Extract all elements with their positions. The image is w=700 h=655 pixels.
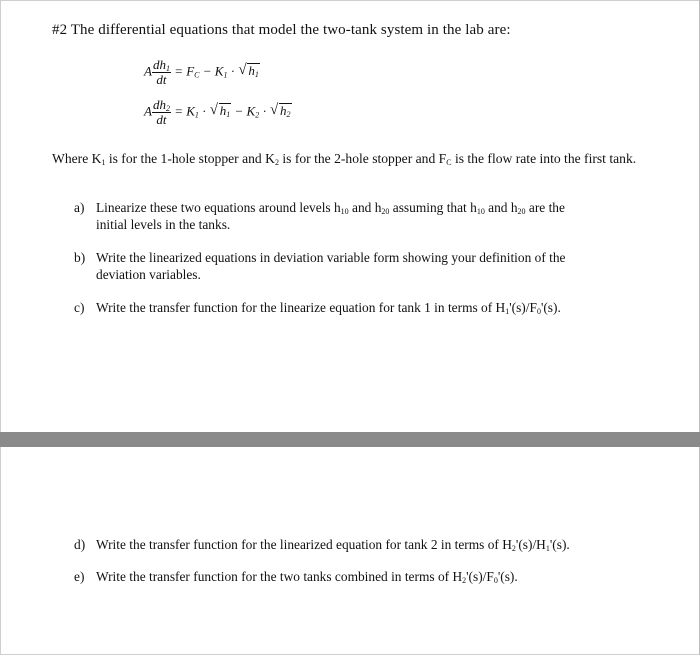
eq2-sqrt-1 — [210, 103, 232, 119]
item-d-sub-1: 2 — [511, 544, 516, 553]
item-c-line-1 — [96, 300, 561, 316]
item-a-line-2: initial levels in the tanks. — [96, 217, 231, 232]
item-a-text-2: and h — [348, 200, 382, 215]
eq1-rhs-1: = F — [174, 63, 195, 79]
item-a-text-3: assuming that h — [389, 200, 477, 215]
item-d-text-1: Write the transfer function for the linearized equation for tank 2 in terms of H — [96, 537, 512, 552]
item-c-text-2: '(s)/F — [509, 300, 537, 315]
desc-text-2: is for the 1-hole stopper and K — [105, 151, 275, 166]
item-e-line-1 — [96, 569, 518, 585]
eq2-rad-1: h — [219, 103, 227, 119]
desc-text-4: is the flow rate into the first tank. — [451, 151, 637, 166]
eq2-dot-2: · — [259, 103, 271, 119]
item-d-sub-2: 1 — [545, 544, 550, 553]
item-b-label: b) — [74, 250, 86, 265]
item-a-text-5: are the — [525, 200, 565, 215]
item-d-text-2: '(s)/H — [515, 537, 546, 552]
eq2-num-sub: 2 — [165, 104, 170, 113]
question-item-e — [74, 569, 634, 587]
sqrt-sign-icon: √ — [209, 102, 218, 119]
item-e-text-2: '(s)/F — [466, 569, 494, 584]
equation-2 — [144, 98, 292, 127]
eq1-sqrt — [238, 63, 260, 79]
item-e-text-3: '(s). — [497, 569, 518, 584]
eq2-dot-1: · — [198, 103, 210, 119]
item-c-text-1: Write the transfer function for the linearize equation for tank 1 in terms of H — [96, 300, 506, 315]
eq1-num: dh — [152, 57, 166, 72]
desc-sub-2: 2 — [274, 158, 279, 167]
question-item-c — [74, 300, 634, 318]
item-a-text-1: Linearize these two equations around levels h — [96, 200, 341, 215]
desc-text-1: Where K — [52, 151, 102, 166]
item-e-sub-2: 0 — [493, 576, 498, 585]
eq2-rad-2: h — [280, 103, 287, 119]
eq2-rhs-1: = K — [174, 103, 195, 119]
sqrt-sign-icon: √ — [270, 102, 279, 119]
question-item-d — [74, 537, 634, 555]
eq1-rhs-2-sub: 1 — [223, 70, 228, 80]
eq2-rad-1-sub: 1 — [226, 110, 231, 120]
item-c-sub-1: 1 — [505, 307, 510, 316]
question-item-b — [74, 250, 634, 284]
item-a-sub-2: 20 — [381, 207, 390, 216]
variable-description — [52, 150, 642, 167]
eq1-rad-sub: 1 — [254, 70, 259, 80]
item-b-line-2: deviation variables. — [96, 267, 201, 282]
item-e-text-1: Write the transfer function for the two tanks combined in terms of H — [96, 569, 463, 584]
eq2-rhs-3-sub: 2 — [255, 110, 260, 120]
eq1-den: dt — [156, 72, 167, 87]
item-a-sub-4: 20 — [517, 207, 526, 216]
eq1-dot: · — [227, 63, 239, 79]
desc-sub-1: 1 — [101, 158, 106, 167]
item-b-line-1: Write the linearized equations in deviation variable form showing your definition of the — [96, 250, 566, 265]
problem-heading: #2 The differential equations that model the two-tank system in the lab are: — [52, 22, 511, 38]
item-a-label: a) — [74, 200, 85, 215]
eq1-rhs-2: − K — [199, 63, 224, 79]
eq2-den: dt — [156, 112, 167, 127]
item-a-line-1 — [96, 200, 565, 216]
eq1-num-sub: 1 — [165, 64, 170, 73]
item-d-line-1 — [96, 537, 570, 553]
sqrt-sign-icon: √ — [238, 62, 247, 79]
equation-1 — [144, 58, 260, 87]
eq2-rhs-1-sub: 1 — [194, 110, 199, 120]
eq1-fraction — [152, 58, 171, 87]
item-e-label: e) — [74, 569, 85, 584]
desc-sub-3: C — [446, 158, 452, 167]
item-d-label: d) — [74, 537, 86, 552]
eq2-num: dh — [152, 97, 166, 112]
question-item-a — [74, 200, 634, 234]
eq2-fraction — [152, 98, 171, 127]
eq1-rad: h — [248, 63, 255, 79]
eq2-rad-2-sub: 2 — [286, 110, 291, 120]
eq1-coef: A — [144, 63, 152, 79]
eq2-coef: A — [144, 103, 152, 119]
eq2-sqrt-2 — [270, 103, 292, 119]
item-a-sub-3: 10 — [476, 207, 485, 216]
item-a-sub-1: 10 — [340, 207, 349, 216]
item-c-text-3: '(s). — [540, 300, 561, 315]
eq2-rhs-3: − K — [231, 103, 256, 119]
item-d-text-3: '(s). — [549, 537, 570, 552]
item-c-sub-2: 0 — [536, 307, 541, 316]
eq1-rhs-1-sub: C — [194, 70, 200, 80]
item-e-sub-1: 2 — [462, 576, 467, 585]
desc-text-3: is for the 2-hole stopper and F — [278, 151, 447, 166]
section-divider — [0, 432, 700, 447]
item-c-label: c) — [74, 300, 85, 315]
item-a-text-4: and h — [484, 200, 518, 215]
